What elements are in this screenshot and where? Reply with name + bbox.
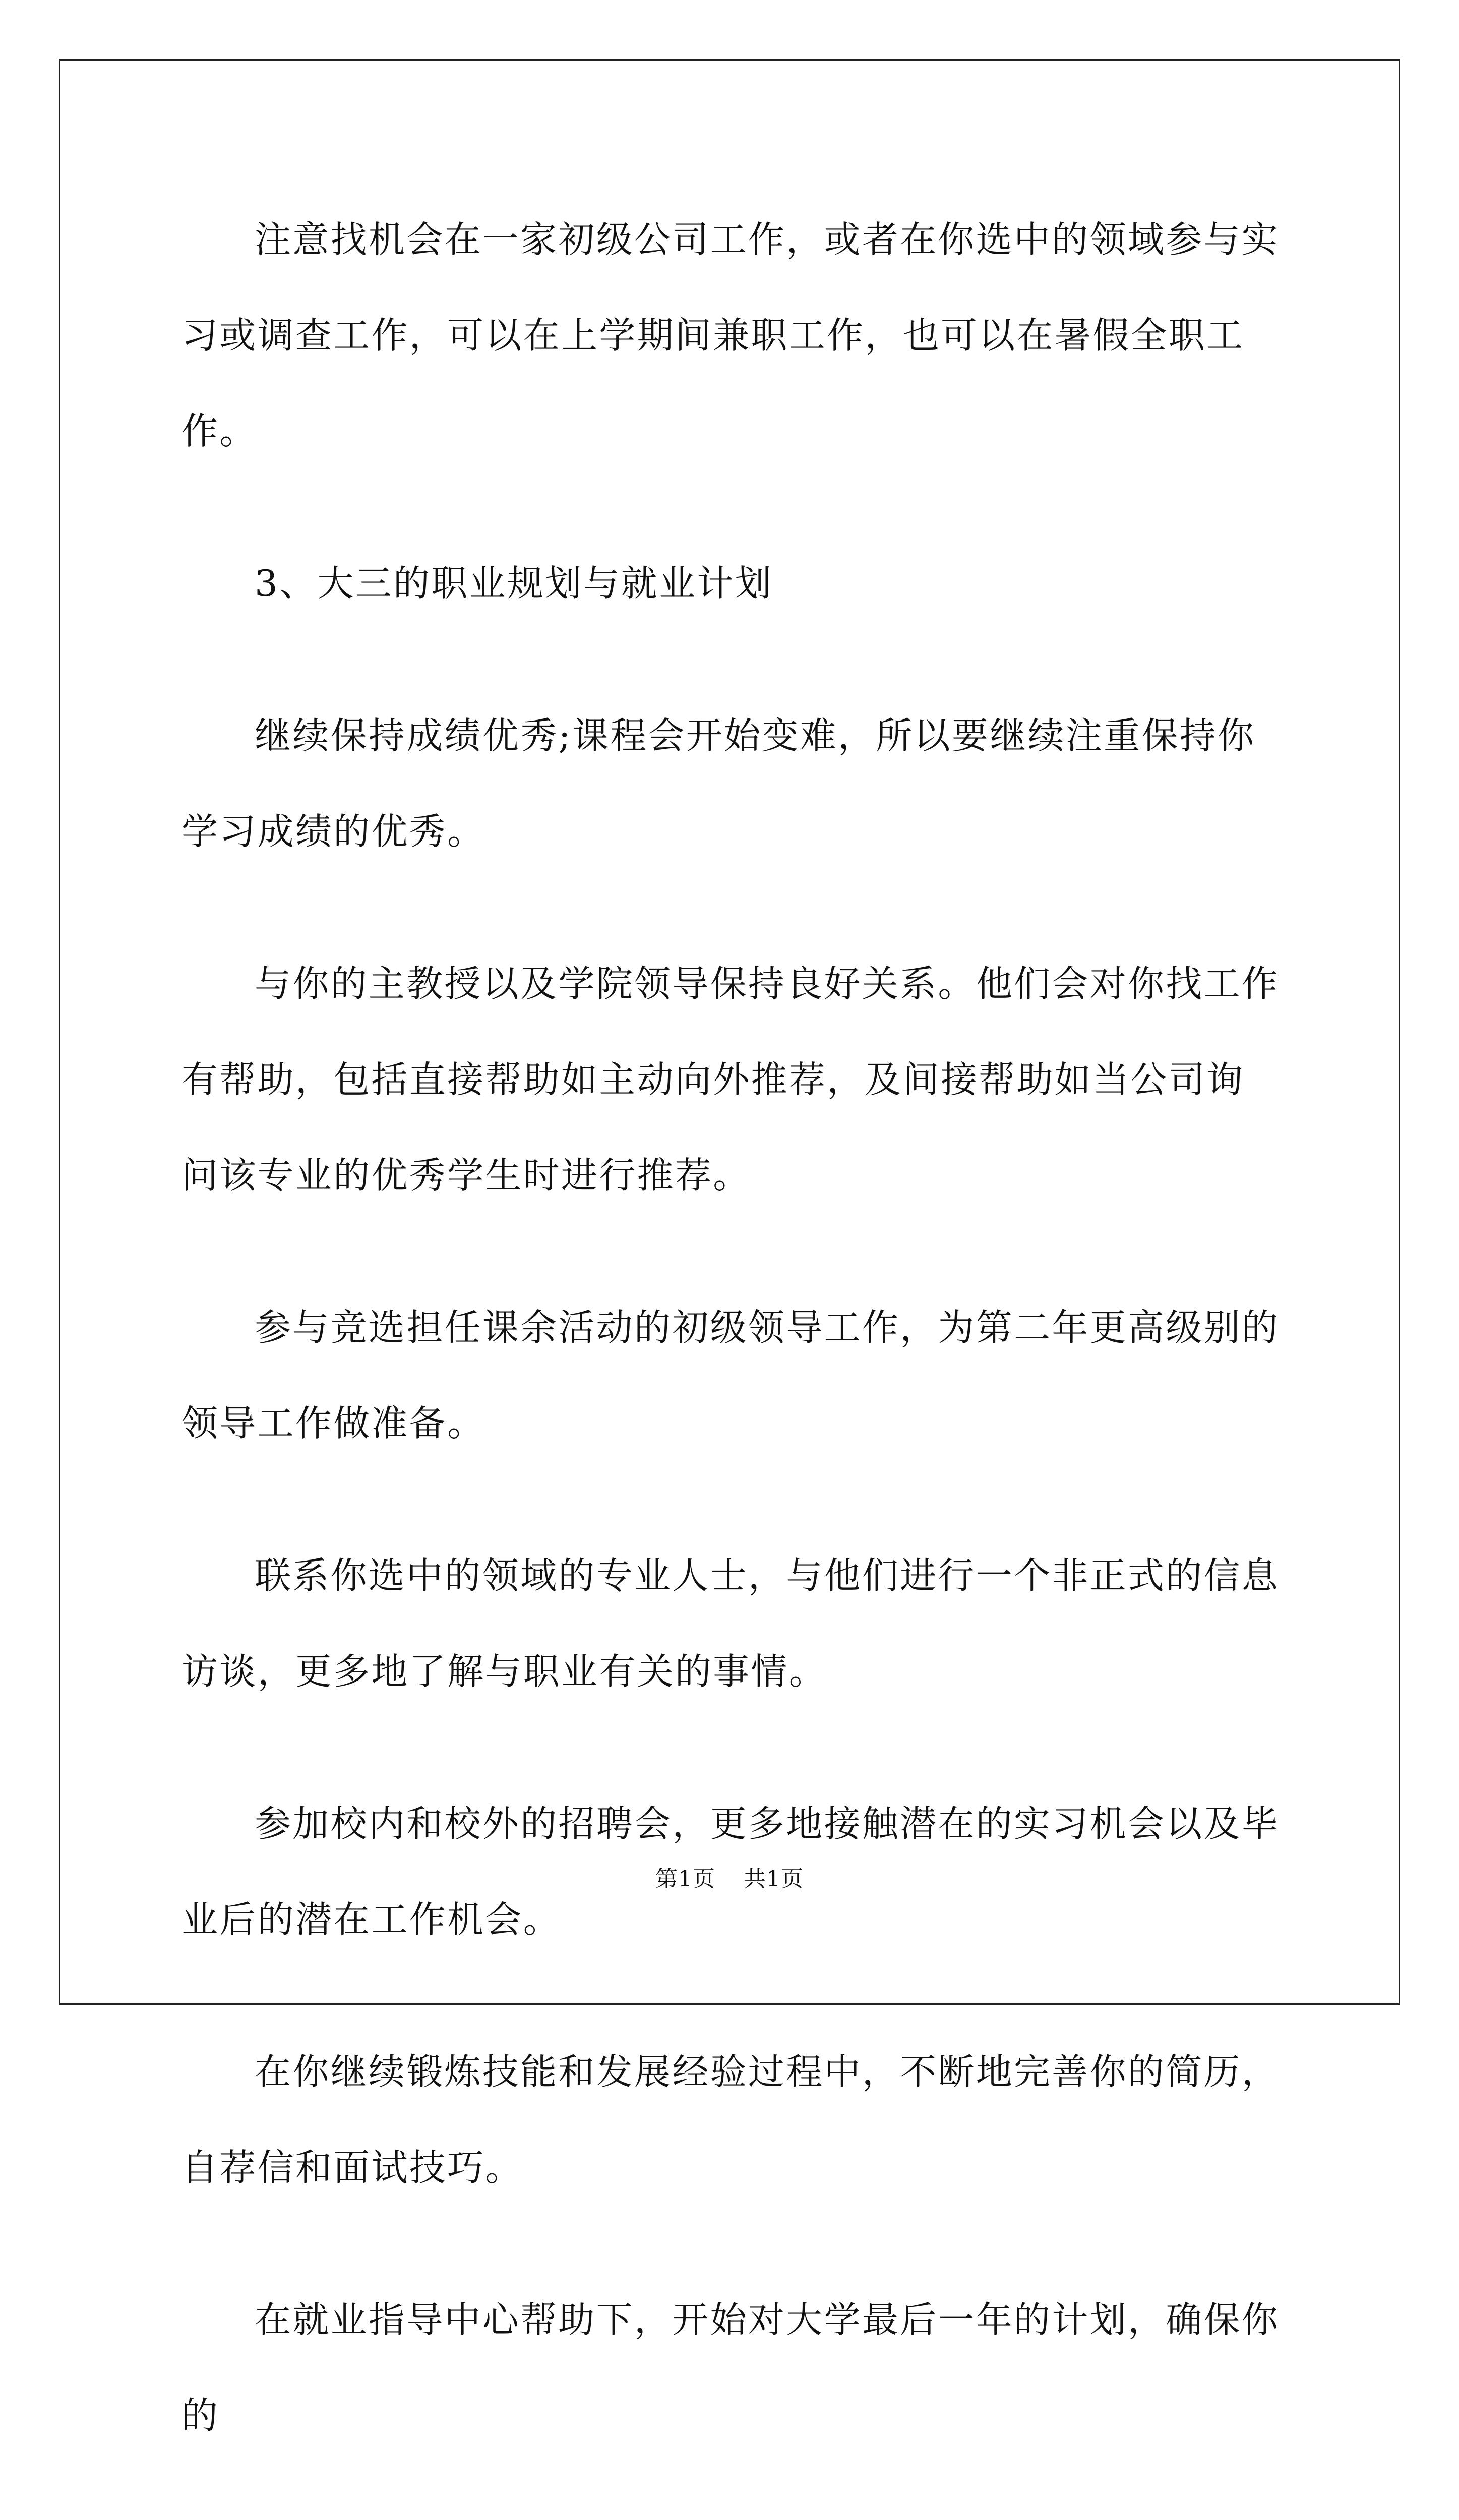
paragraph-2-heading: 3、大三的职业规划与就业计划 xyxy=(255,562,773,605)
paragraph-5: 参与竞选担任课余活动的初级领导工作，为第二年更高级别的领导工作做准备。 xyxy=(181,1306,1280,1445)
paragraph-8: 在你继续锻炼技能和发展经验过程中，不断地完善你的简历，自荐信和面试技巧。 xyxy=(181,2051,1280,2189)
paragraph-4: 与你的主教授以及学院领导保持良好关系。他们会对你找工作有帮助，包括直接帮助如主动向外推荐，及间接帮助如当公司询问该专业的优秀学生时进行推荐。 xyxy=(181,963,1280,1196)
paragraph-7: 参加校内和校外的招聘会，更多地接触潜在的实习机会以及毕业后的潜在工作机会。 xyxy=(181,1803,1280,1941)
paragraph-9: 在就业指导中心帮助下，开始对大学最后一年的计划，确保你的 xyxy=(181,2299,1280,2437)
paragraph-3: 继续保持成绩优秀;课程会开始变难，所以要继续注重保持你学习成绩的优秀。 xyxy=(181,714,1256,853)
paragraph-1: 注意找机会在一家初级公司工作，或者在你选中的领域参与实习或调查工作，可以在上学期间兼职工作，也可以在暑假全职工作。 xyxy=(181,218,1280,452)
page-footer xyxy=(0,1861,1459,1893)
paragraph-6: 联系你选中的领域的专业人士，与他们进行一个非正式的信息访谈，更多地了解与职业有关的事情。 xyxy=(181,1554,1280,1693)
document-body xyxy=(181,192,1281,2520)
page-number: 第1页 xyxy=(655,1866,715,1892)
page-total: 共1页 xyxy=(744,1866,804,1892)
